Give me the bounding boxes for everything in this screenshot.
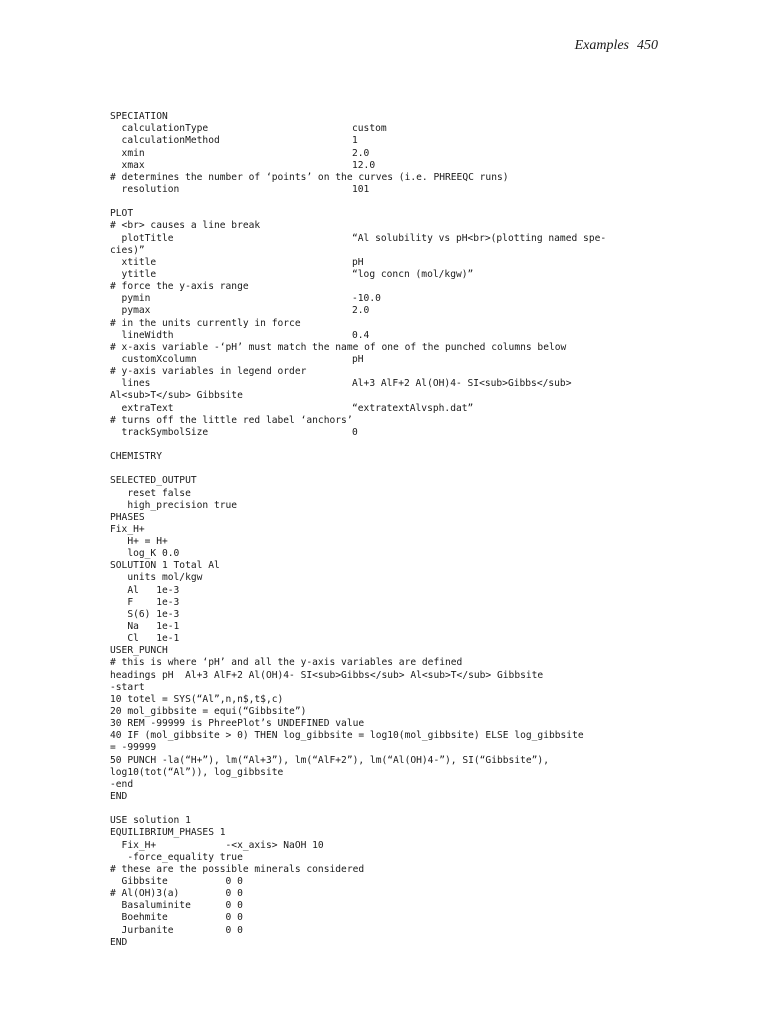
- code-line-text: lineWidth: [110, 329, 174, 341]
- code-line: [110, 427, 670, 439]
- code-line-text: S(6) 1e-3: [110, 608, 180, 620]
- code-line-text: 30 REM -99999 is PhreePlot’s UNDEFINED value: [110, 718, 365, 730]
- code-line-value: 0: [352, 426, 358, 438]
- code-line-text: # in the units currently in force: [110, 317, 301, 329]
- code-line: [110, 512, 670, 524]
- code-line-text: Al<sub>T</sub> Gibbsite: [110, 390, 243, 402]
- code-line-text: pymin: [110, 293, 151, 305]
- code-line-text: Jurbanite 0 0: [110, 924, 243, 936]
- code-line-text: 20 mol_gibbsite = equi(“Gibbsite”): [110, 706, 307, 718]
- code-line: [110, 633, 670, 645]
- code-line: [110, 791, 670, 803]
- code-line-text: SOLUTION 1 Total Al: [110, 560, 220, 572]
- code-line: [110, 281, 670, 293]
- code-line-text: # these are the possible minerals considered: [110, 863, 365, 875]
- code-line-text: F 1e-3: [110, 596, 180, 608]
- code-line: [110, 767, 670, 779]
- code-line: [110, 609, 670, 621]
- code-line-text: reset false: [110, 487, 191, 499]
- code-line: [110, 912, 670, 924]
- code-line-text: calculationType: [110, 123, 209, 135]
- code-line: [110, 99, 670, 111]
- code-line-text: Al 1e-3: [110, 584, 180, 596]
- code-listing: [110, 99, 670, 949]
- code-line-text: resolution: [110, 183, 180, 195]
- code-line-value: 2.0: [352, 305, 370, 317]
- code-line-text: # force the y-axis range: [110, 281, 249, 293]
- code-line-text: PLOT: [110, 208, 134, 220]
- code-line-text: = -99999: [110, 742, 157, 754]
- code-line: [110, 378, 670, 390]
- code-line: [110, 536, 670, 548]
- code-line-value: 2.0: [352, 147, 370, 159]
- code-line-value: pH: [352, 256, 364, 268]
- code-line-text: END: [110, 936, 128, 948]
- code-line-text: cies)”: [110, 244, 145, 256]
- code-line-value: pH: [352, 353, 364, 365]
- code-line-text: -end: [110, 778, 134, 790]
- code-line: [110, 755, 670, 767]
- code-line: [110, 293, 670, 305]
- code-line: [110, 269, 670, 281]
- code-line: [110, 682, 670, 694]
- code-line: [110, 827, 670, 839]
- code-line: [110, 475, 670, 487]
- code-line: [110, 730, 670, 742]
- code-line: [110, 500, 670, 512]
- code-line-text: USER_PUNCH: [110, 645, 168, 657]
- code-line-text: plotTitle: [110, 232, 174, 244]
- code-line: [110, 184, 670, 196]
- code-line-text: ytitle: [110, 268, 157, 280]
- code-line-value: 1: [352, 135, 358, 147]
- code-line: [110, 900, 670, 912]
- code-line-text: Basaluminite 0 0: [110, 900, 243, 912]
- code-line-text: USE solution 1: [110, 815, 191, 827]
- code-line-text: lines: [110, 378, 151, 390]
- code-line-text: 40 IF (mol_gibbsite > 0) THEN log_gibbsite = log10(mol_gibbsite) ELSE log_gibbsite: [110, 730, 584, 742]
- code-line: [110, 840, 670, 852]
- running-header: [575, 38, 658, 54]
- code-line: [110, 354, 670, 366]
- code-line: [110, 645, 670, 657]
- code-line: [110, 657, 670, 669]
- code-line: [110, 342, 670, 354]
- code-line: [110, 415, 670, 427]
- code-line: [110, 451, 670, 463]
- code-line: [110, 318, 670, 330]
- code-line-text: CHEMISTRY: [110, 451, 162, 463]
- header-section-title: Examples: [574, 38, 629, 53]
- code-line: [110, 718, 670, 730]
- code-line: [110, 742, 670, 754]
- code-line-text: 50 PUNCH -la(“H+”), lm(“Al+3”), lm(“AlF+2”), lm(“Al(OH)4-”), SI(“Gibbsite”),: [110, 754, 549, 766]
- code-line-text: # this is where ‘pH’ and all the y-axis variables are defined: [110, 657, 463, 669]
- code-line-text: Boehmite 0 0: [110, 912, 243, 924]
- code-line: [110, 123, 670, 135]
- code-line-text: 10 totel = SYS(“Al”,n,n$,t$,c): [110, 693, 284, 705]
- code-line: [110, 670, 670, 682]
- code-line: [110, 305, 670, 317]
- code-line: [110, 403, 670, 415]
- code-line-value: “extratextAlvsph.dat”: [352, 402, 474, 414]
- code-line-text: xmin: [110, 147, 145, 159]
- code-line-text: # y-axis variables in legend order: [110, 366, 307, 378]
- code-line-text: xtitle: [110, 256, 157, 268]
- code-line-text: # <br> causes a line break: [110, 220, 261, 232]
- code-line-text: SPECIATION: [110, 111, 168, 123]
- code-line: [110, 779, 670, 791]
- code-line-value: -10.0: [352, 293, 381, 305]
- header-page-number: 450: [637, 38, 658, 53]
- code-line-value: 101: [352, 183, 370, 195]
- code-line: [110, 135, 670, 147]
- code-line-text: trackSymbolSize: [110, 426, 209, 438]
- code-line-text: -force_equality true: [110, 851, 243, 863]
- code-line: [110, 524, 670, 536]
- code-line-text: headings pH Al+3 AlF+2 Al(OH)4- SI<sub>Gibbs</sub> Al<sub>T</sub> Gibbsite: [110, 669, 544, 681]
- code-line: [110, 220, 670, 232]
- code-line: [110, 111, 670, 123]
- code-line-text: log10(tot(“Al”)), log_gibbsite: [110, 766, 284, 778]
- code-line: [110, 160, 670, 172]
- code-line: [110, 245, 670, 257]
- code-line: [110, 572, 670, 584]
- code-line-text: EQUILIBRIUM_PHASES 1: [110, 827, 226, 839]
- code-line-text: Cl 1e-1: [110, 633, 180, 645]
- code-line-value: “Al solubility vs pH<br>(plotting named spe-: [352, 232, 607, 244]
- code-line-text: customXcolumn: [110, 353, 197, 365]
- code-line-text: # x-axis variable -‘pH’ must match the name of one of the punched columns below: [110, 341, 567, 353]
- code-line: [110, 864, 670, 876]
- code-line-text: H+ = H+: [110, 536, 168, 548]
- code-line-text: # turns off the little red label ‘anchors’: [110, 414, 353, 426]
- code-line-text: log_K 0.0: [110, 548, 180, 560]
- code-line-value: 0.4: [352, 329, 370, 341]
- code-line-value: Al+3 AlF+2 Al(OH)4- SI<sub>Gibbs</sub>: [352, 378, 572, 390]
- code-line: [110, 196, 670, 208]
- code-line-text: -start: [110, 681, 145, 693]
- code-line: [110, 815, 670, 827]
- code-line: [110, 925, 670, 937]
- code-line: [110, 621, 670, 633]
- code-line-text: xmax: [110, 159, 145, 171]
- code-line: [110, 463, 670, 475]
- code-line-text: SELECTED_OUTPUT: [110, 475, 197, 487]
- code-line-text: pymax: [110, 305, 151, 317]
- code-line-text: # Al(OH)3(a) 0 0: [110, 888, 243, 900]
- code-line: [110, 390, 670, 402]
- code-line-text: high_precision true: [110, 499, 238, 511]
- code-line-text: Fix_H+: [110, 523, 145, 535]
- code-line: [110, 208, 670, 220]
- code-line: [110, 706, 670, 718]
- code-line-text: units mol/kgw: [110, 572, 203, 584]
- code-line: [110, 852, 670, 864]
- code-line: [110, 439, 670, 451]
- code-line: [110, 366, 670, 378]
- code-line-text: PHASES: [110, 511, 145, 523]
- code-line: [110, 560, 670, 572]
- code-line-text: calculationMethod: [110, 135, 220, 147]
- code-line: [110, 597, 670, 609]
- code-line-text: extraText: [110, 402, 174, 414]
- code-line-text: # determines the number of ‘points’ on the curves (i.e. PHREEQC runs): [110, 171, 509, 183]
- code-line: [110, 694, 670, 706]
- code-line: [110, 257, 670, 269]
- code-line: [110, 585, 670, 597]
- code-line: [110, 148, 670, 160]
- code-line-value: custom: [352, 123, 387, 135]
- code-line: [110, 548, 670, 560]
- code-line: [110, 172, 670, 184]
- code-line-value: 12.0: [352, 159, 376, 171]
- code-line-text: END: [110, 791, 128, 803]
- code-line-text: Na 1e-1: [110, 621, 180, 633]
- code-line: [110, 233, 670, 245]
- code-line: [110, 888, 670, 900]
- code-line-value: “log concn (mol/kgw)”: [352, 268, 474, 280]
- code-line: [110, 330, 670, 342]
- code-line: [110, 937, 670, 949]
- code-line: [110, 876, 670, 888]
- code-line-text: Gibbsite 0 0: [110, 876, 243, 887]
- code-line-text: Fix_H+ -<x_axis> NaOH 10: [110, 839, 324, 851]
- code-line: [110, 803, 670, 815]
- code-line: [110, 488, 670, 500]
